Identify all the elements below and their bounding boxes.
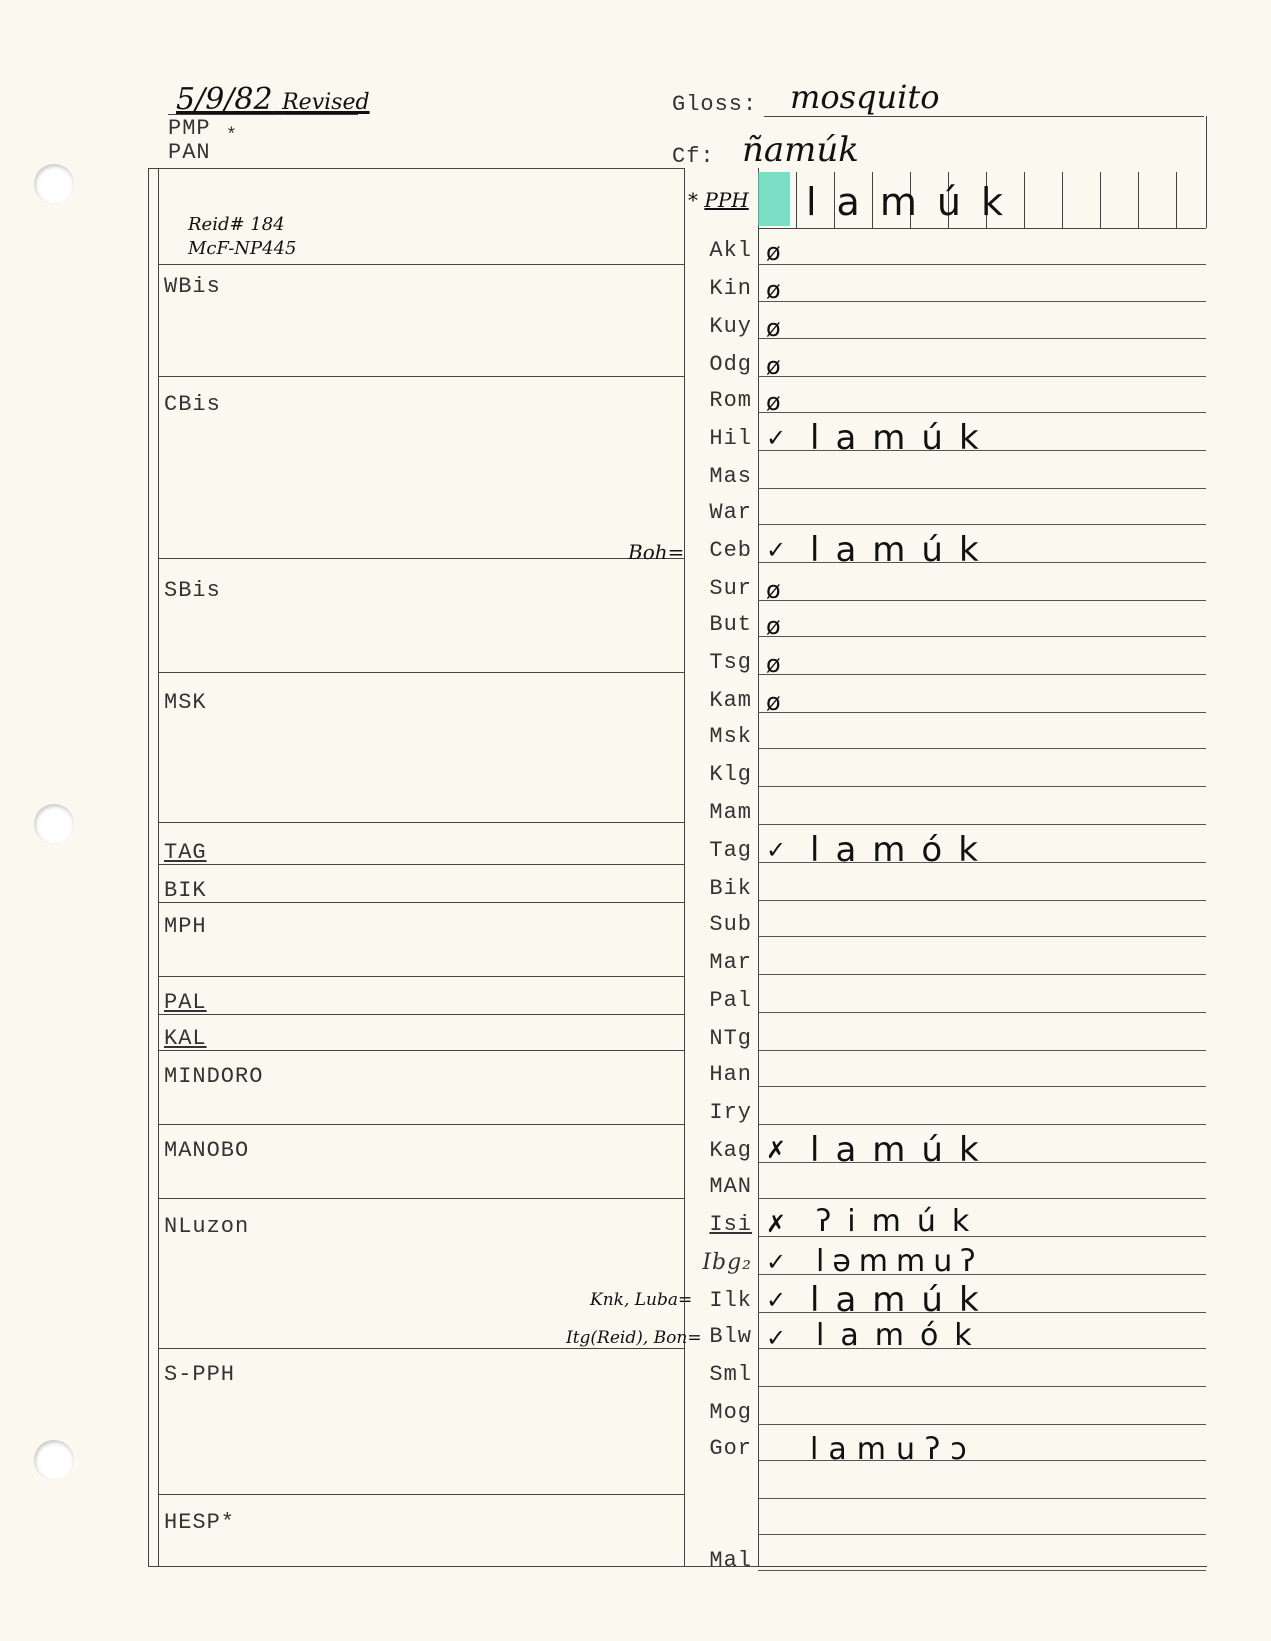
- row-mark: ø: [766, 276, 781, 304]
- group-label-bik: BIK: [164, 878, 207, 903]
- row-line: [758, 1050, 1206, 1051]
- side-note-ceb: Boh=: [628, 540, 685, 564]
- row-mark: ø: [766, 352, 781, 380]
- group-label-manobo: MANOBO: [164, 1138, 250, 1163]
- row-form: lamók: [816, 1318, 988, 1353]
- group-label-hesp: HESP*: [164, 1510, 236, 1535]
- lang-label: Kag: [709, 1138, 752, 1163]
- group-label-kal: KAL: [164, 1026, 207, 1051]
- row-line: [758, 301, 1206, 302]
- group-sep: [158, 672, 684, 673]
- row-mark: ✓: [766, 424, 787, 452]
- row-mark: ø: [766, 388, 781, 416]
- row-form: lamúk: [810, 1130, 995, 1170]
- lang-label: Isi: [709, 1212, 752, 1237]
- lang-label: Han: [709, 1062, 752, 1087]
- row-line: [758, 1386, 1206, 1387]
- group-sep: [158, 1014, 684, 1015]
- row-line: [758, 600, 1206, 601]
- row-line: [758, 1424, 1206, 1425]
- row-mark: ✓: [766, 1286, 787, 1314]
- row-form: ʔimúk: [816, 1204, 986, 1239]
- lang-label: Rom: [709, 388, 752, 413]
- lang-label: Iry: [709, 1100, 752, 1125]
- group-label-s-pph: S-PPH: [164, 1362, 236, 1387]
- group-label-wbis: WBis: [164, 274, 221, 299]
- gloss-value: mosquito: [790, 78, 940, 116]
- lang-label: Ceb: [709, 538, 752, 563]
- side-note-ilk: Knk, Luba=: [590, 1290, 693, 1310]
- row-mark: ø: [766, 688, 781, 716]
- row-line: [758, 524, 1206, 525]
- lang-label: Kin: [709, 276, 752, 301]
- side-note-blw: Itg(Reid), Bon=: [566, 1328, 702, 1348]
- lang-label: Kam: [709, 688, 752, 713]
- gloss-label: Gloss:: [672, 92, 758, 117]
- pph-row-line: [758, 228, 1206, 229]
- row-mark: ✓: [766, 1248, 787, 1276]
- row-line: [758, 412, 1206, 413]
- group-sep: [158, 558, 684, 559]
- group-sep: [158, 1494, 684, 1495]
- right-edge-line: [1206, 116, 1207, 228]
- row-line: [758, 376, 1206, 377]
- group-label-pal: PAL: [164, 990, 207, 1015]
- group-sep: [158, 864, 684, 865]
- row-line: [758, 1012, 1206, 1013]
- lang-label: NTg: [709, 1026, 752, 1051]
- row-line: [758, 1498, 1206, 1499]
- pmp-label: PMP: [168, 116, 211, 141]
- reference-mcf: McF-NP445: [188, 238, 297, 259]
- group-label-mindoro: MINDORO: [164, 1064, 264, 1089]
- row-line: [758, 824, 1206, 825]
- group-sep: [158, 1348, 684, 1349]
- row-line: [758, 264, 1206, 265]
- date: 5/9/82: [176, 82, 273, 117]
- group-sep: [158, 1050, 684, 1051]
- lang-label: Tag: [709, 838, 752, 863]
- row-mark: ø: [766, 612, 781, 640]
- lang-label: Mog: [709, 1400, 752, 1425]
- lang-label: But: [709, 612, 752, 637]
- lang-label: Pal: [709, 988, 752, 1013]
- pan-label: PAN: [168, 140, 211, 165]
- row-form: lamúk: [810, 418, 995, 458]
- row-line: [758, 674, 1206, 675]
- group-sep: [158, 376, 684, 377]
- row-mark: ø: [766, 238, 781, 266]
- lang-label: Mar: [709, 950, 752, 975]
- row-form: lamúk: [810, 530, 995, 570]
- group-label-msk: MSK: [164, 690, 207, 715]
- row-mark: ø: [766, 314, 781, 342]
- row-line: [758, 1086, 1206, 1087]
- row-form: lamuʔɔ: [810, 1432, 977, 1467]
- row-mark: ✓: [766, 836, 787, 864]
- lang-label: Odg: [709, 352, 752, 377]
- lang-label: Mas: [709, 464, 752, 489]
- row-line: [758, 748, 1206, 749]
- lang-label: Blw: [709, 1324, 752, 1349]
- row-line: [758, 1534, 1206, 1535]
- cf-label: Cf:: [672, 144, 715, 169]
- lang-label: Klg: [709, 762, 752, 787]
- form-frame: [148, 168, 1207, 1567]
- frame-inner-left-line: [158, 168, 159, 1566]
- cf-value: ñamúk: [742, 130, 859, 170]
- row-mark: ø: [766, 650, 781, 678]
- pmp-star: *: [226, 126, 238, 146]
- lang-label: Sml: [709, 1362, 752, 1387]
- punch-hole-middle: [34, 804, 74, 844]
- row-line: [758, 636, 1206, 637]
- pph-form: lamúk: [806, 180, 1023, 224]
- row-line: [758, 488, 1206, 489]
- row-mark: ✓: [766, 1324, 787, 1352]
- lang-label: Msk: [709, 724, 752, 749]
- row-form: ləmmuʔ: [816, 1244, 984, 1279]
- lang-label: Mam: [709, 800, 752, 825]
- pph-label: [688, 188, 749, 212]
- left-column-divider: [684, 168, 685, 1566]
- group-sep: [158, 902, 684, 903]
- lang-label: Sur: [709, 576, 752, 601]
- group-label-mph: MPH: [164, 914, 207, 939]
- row-line: [758, 786, 1206, 787]
- row-line: [758, 1198, 1206, 1199]
- group-sep: [158, 976, 684, 977]
- row-form: lamók: [810, 830, 994, 870]
- row-form: lamúk: [810, 1280, 995, 1320]
- lang-label: Tsg: [709, 650, 752, 675]
- row-mark: ø: [766, 576, 781, 604]
- group-sep: [158, 1198, 684, 1199]
- lang-label: Ilk: [709, 1288, 752, 1313]
- group-sep: [158, 1124, 684, 1125]
- group-label-sbis: SBis: [164, 578, 221, 603]
- lang-label: Sub: [709, 912, 752, 937]
- group-label-tag: TAG: [164, 840, 207, 865]
- row-line: [758, 974, 1206, 975]
- lang-label: Gor: [709, 1436, 752, 1461]
- date-underline: [168, 114, 358, 115]
- lang-label: Kuy: [709, 314, 752, 339]
- row-line: [758, 338, 1206, 339]
- pph-star: *: [688, 188, 698, 212]
- lang-label: Hil: [709, 426, 752, 451]
- row-mark: ✓: [766, 536, 787, 564]
- lang-label: Mal: [709, 1548, 752, 1573]
- group-label-nluzon: NLuzon: [164, 1214, 250, 1239]
- revised-note: Revised: [282, 90, 370, 115]
- lang-label: MAN: [709, 1174, 752, 1199]
- row-line: [758, 1124, 1206, 1125]
- lang-label: Bik: [709, 876, 752, 901]
- frame-top-line: [148, 168, 684, 169]
- language-column-divider: [758, 168, 759, 1566]
- lang-label: Ibg₂: [702, 1250, 752, 1275]
- reference-reid: Reid# 184: [188, 214, 285, 235]
- row-mark: ✗: [766, 1210, 787, 1238]
- date-note: [176, 82, 370, 117]
- gloss-underline: [764, 116, 1204, 117]
- row-line: [758, 900, 1206, 901]
- pph-label-text: PPH: [704, 188, 749, 212]
- lang-label: Akl: [709, 238, 752, 263]
- group-sep: [158, 264, 684, 265]
- lang-label: War: [709, 500, 752, 525]
- row-line: [758, 1570, 1206, 1571]
- group-label-cbis: CBis: [164, 392, 221, 417]
- punch-hole-top: [34, 164, 74, 204]
- row-mark: ✗: [766, 1136, 787, 1164]
- row-line: [758, 936, 1206, 937]
- group-sep: [158, 822, 684, 823]
- row-line: [758, 712, 1206, 713]
- punch-hole-bottom: [34, 1440, 74, 1480]
